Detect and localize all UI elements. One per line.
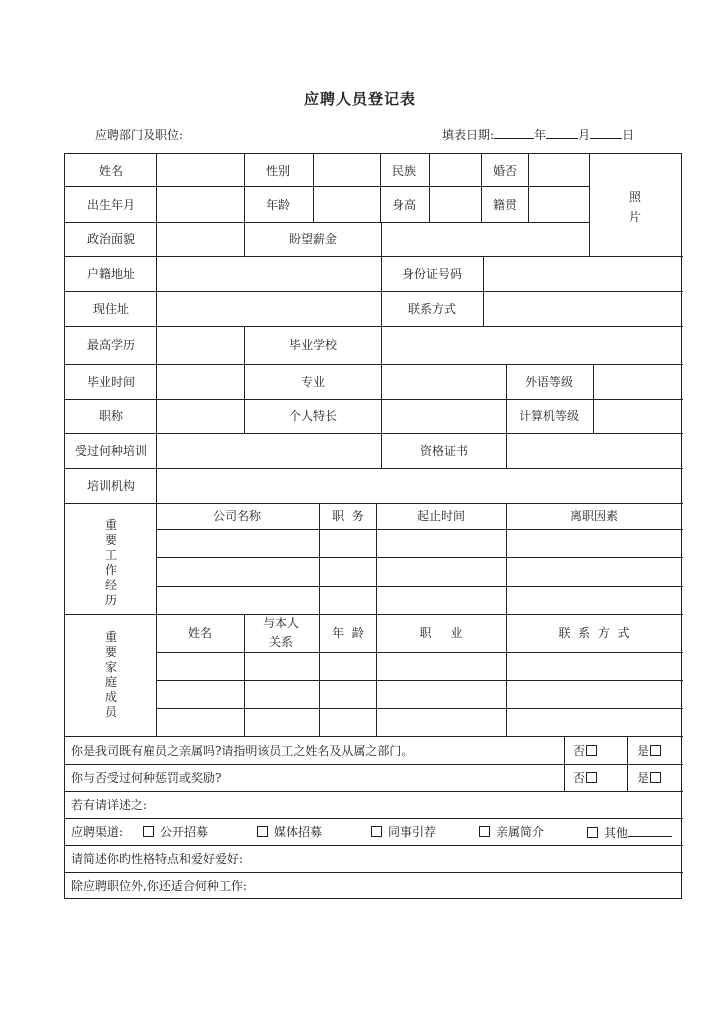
institution-label: 培训机构 [86,479,136,493]
dept-position-label: 应聘部门及职位: [95,128,184,142]
work-label-char: 作 [104,563,117,577]
checkbox-icon[interactable] [586,745,597,756]
form-title: 应聘人员登记表 [303,90,416,108]
work-header-period: 起止时间 [416,509,466,523]
work-label-char: 工 [104,548,117,562]
family-header-relation-1: 与本人 [262,616,300,630]
work-section-label [104,518,118,608]
fill-date [442,126,634,143]
checkbox-icon[interactable] [586,772,597,783]
checkbox-icon[interactable] [371,826,382,837]
family-label-char: 要 [104,645,117,659]
certificate-label: 资格证书 [419,444,469,458]
work-header-position: 职 务 [332,509,364,523]
work-label-char: 要 [104,533,117,547]
work-header-company: 公司名称 [212,509,262,523]
q2-yes-option[interactable] [637,771,661,785]
relative-question: 你是我司既有雇员之亲属吗?请指明该员工之姓名及从属之部门。 [71,744,414,758]
language-level-label: 外语等级 [524,375,574,389]
family-section-label [104,630,118,720]
salary-label: 盼望薪金 [288,232,338,246]
channel-option-label: 其他 [604,826,629,840]
family-header-contact: 联 系 方 式 [558,626,630,640]
family-label-char: 员 [104,705,117,719]
personality-prompt: 请简述你旳性格特点和爱好爱好: [71,852,244,866]
channel-option-label: 亲属简介 [496,825,545,839]
family-header-relation-2: 关系 [268,635,294,649]
family-label-char: 庭 [104,675,117,689]
checkbox-icon[interactable] [650,772,661,783]
date-label: 填表日期: [442,128,495,142]
work-label-char: 经 [104,578,117,592]
skill-label: 个人特长 [288,409,338,423]
year-label: 年 [534,128,547,142]
no-label: 否 [573,744,586,758]
family-label-char: 成 [104,690,117,704]
other-blank[interactable] [628,825,672,837]
name-label: 姓名 [98,164,124,178]
day-label: 日 [622,128,635,142]
politics-label: 政治面貌 [86,232,136,246]
native-label: 籍贯 [492,198,518,212]
other-job-prompt: 除应聘职位外,你还适合何种工作: [71,879,247,893]
idno-label: 身份证号码 [401,267,463,281]
gender-label: 性别 [265,164,291,178]
job-title-label: 职称 [98,409,124,423]
checkbox-icon[interactable] [650,745,661,756]
education-label: 最高学历 [86,338,136,352]
ethnicity-label: 民族 [391,164,417,178]
height-label: 身高 [391,198,417,212]
address-label: 现住址 [92,302,130,316]
q1-no-option[interactable] [573,744,597,758]
family-header-age: 年 龄 [332,626,364,640]
family-header-occupation: 职 业 [419,626,463,640]
marital-label: 婚否 [492,164,518,178]
training-label: 受过何种培训 [74,444,148,458]
checkbox-icon[interactable] [479,826,490,837]
month-blank[interactable] [546,126,578,139]
yes-label: 是 [637,771,650,785]
details-label: 若有请详述之: [71,798,148,812]
channel-relative[interactable] [479,825,544,839]
computer-level-label: 计算机等级 [518,409,580,423]
family-header-name: 姓名 [187,626,213,640]
yes-label: 是 [637,744,650,758]
year-blank[interactable] [494,126,534,139]
grad-time-label: 毕业时间 [86,375,136,389]
age-label: 年龄 [265,198,291,212]
channel-media[interactable] [257,825,322,839]
checkbox-icon[interactable] [587,827,598,838]
channel-option-label: 公开招募 [160,825,209,839]
work-header-reason: 离职因素 [569,509,619,523]
birth-label: 出生年月 [86,198,136,212]
registration-form [64,153,682,899]
major-label: 专业 [300,375,326,389]
channel-label: 应聘渠道: [71,825,124,839]
day-blank[interactable] [590,126,622,139]
channel-other[interactable] [587,825,672,840]
q2-no-option[interactable] [573,771,597,785]
work-label-char: 历 [104,593,117,607]
no-label: 否 [573,771,586,785]
family-label-char: 重 [104,630,117,644]
checkbox-icon[interactable] [143,826,154,837]
q1-yes-option[interactable] [637,744,661,758]
channel-option-label: 媒体招募 [274,825,323,839]
month-label: 月 [578,128,591,142]
family-label-char: 家 [104,660,117,674]
contact-label: 联系方式 [407,302,457,316]
hukou-label: 户籍地址 [86,267,136,281]
photo-label-2: 片 [628,210,642,224]
checkbox-icon[interactable] [257,826,268,837]
photo-label-1: 照 [628,190,642,204]
work-label-char: 重 [104,518,117,532]
channel-open-recruit[interactable] [143,825,208,839]
channel-colleague[interactable] [371,825,436,839]
reward-question: 你与否受过何种惩罚或奖励? [71,771,222,785]
school-label: 毕业学校 [288,338,338,352]
channel-option-label: 同事引荐 [388,825,437,839]
